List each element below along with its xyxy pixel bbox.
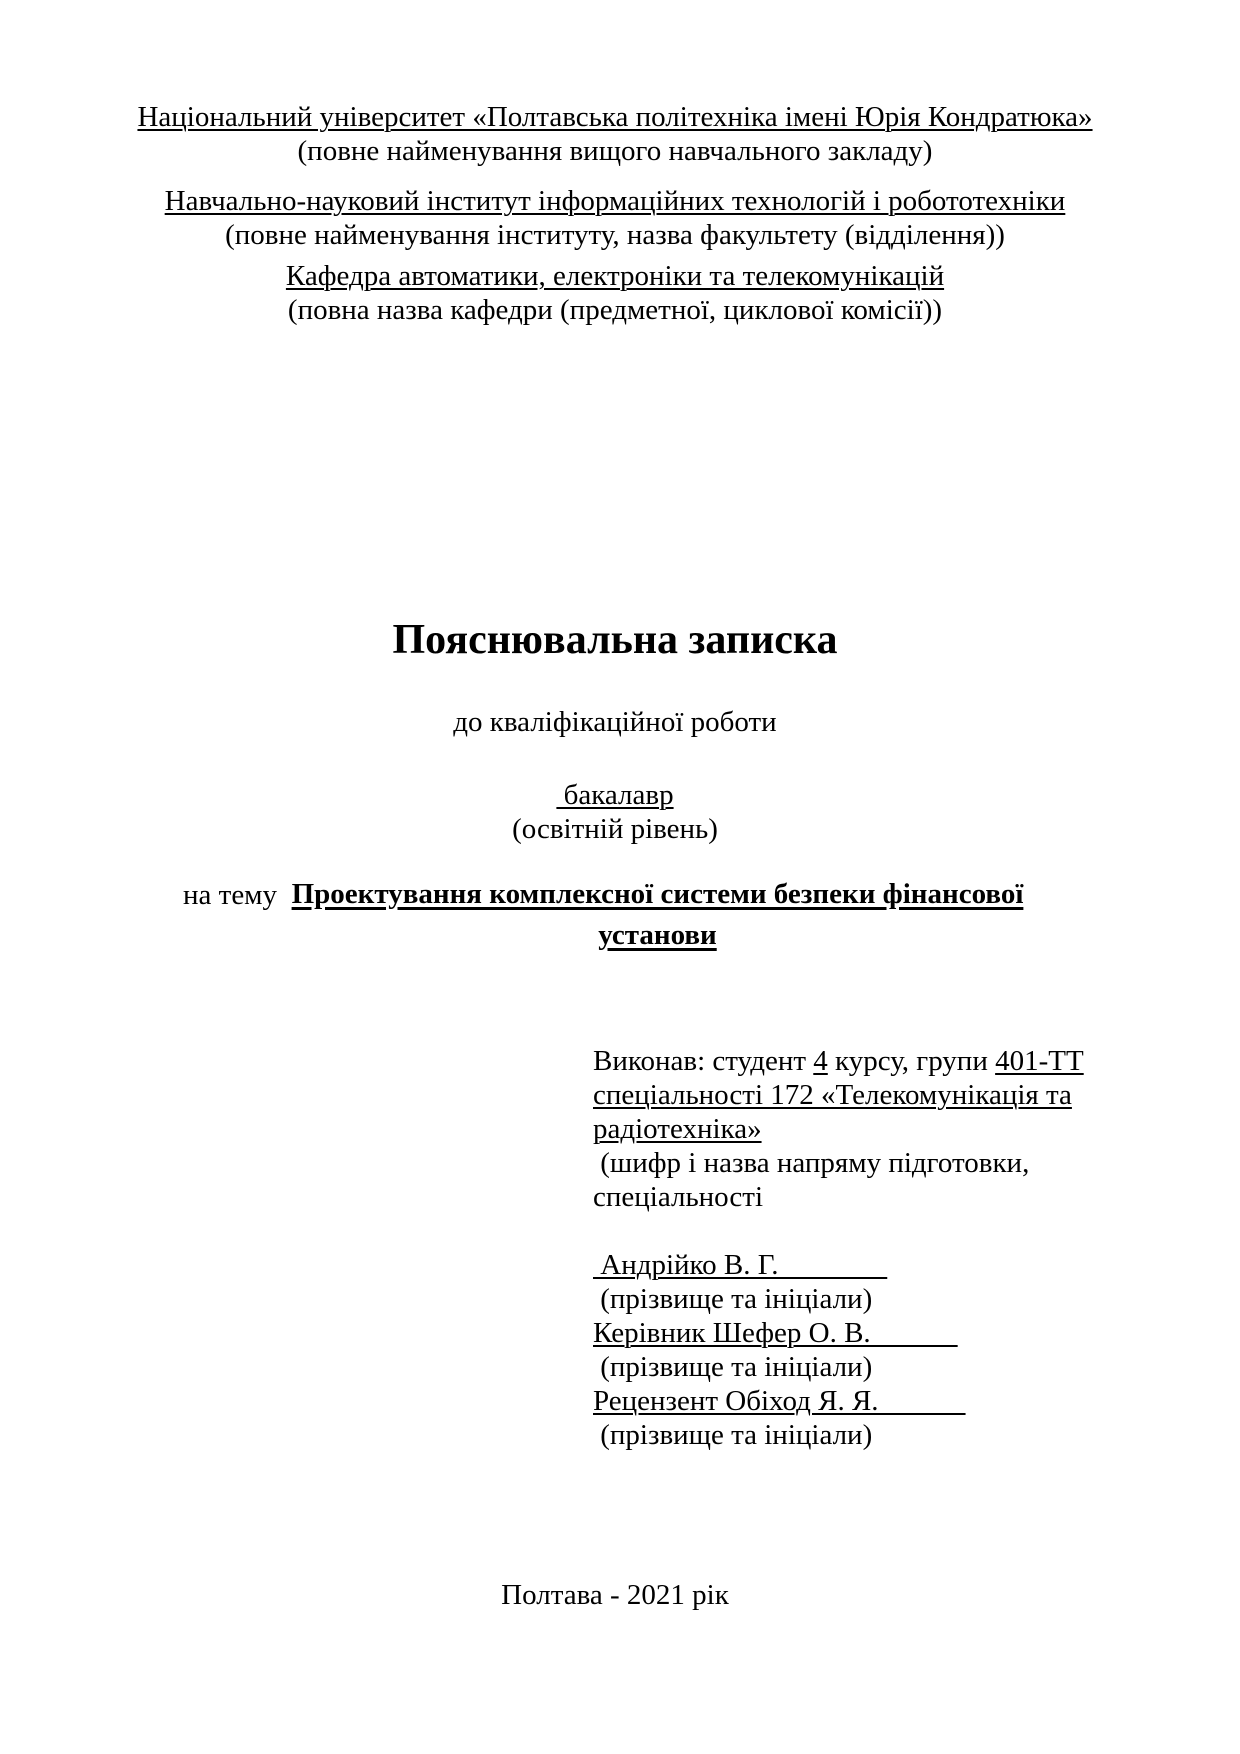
- university-name: Національний університет «Полтавська політехніка імені Юрія Кондратюка»: [137, 101, 1093, 133]
- document-subtitle: до кваліфікаційної роботи: [453, 706, 777, 738]
- document-title: Пояснювальна записка: [392, 617, 838, 663]
- author-line: [593, 1316, 1123, 1350]
- author-line: [593, 1180, 1123, 1214]
- department-name: Кафедра автоматики, електроніки та телекомунікацій: [285, 260, 945, 292]
- text-segment: спеціальності 172 «Телекомунікація та: [593, 1079, 1072, 1111]
- text-segment: 4: [813, 1045, 828, 1077]
- text-segment: 401-ТТ: [995, 1045, 1084, 1077]
- institute-header: [110, 184, 1120, 252]
- text-segment: (шифр і назва напряму підготовки,: [593, 1147, 1030, 1179]
- author-block: [593, 1044, 1123, 1452]
- author-line: [593, 1078, 1123, 1112]
- text-segment: Виконав: студент: [593, 1045, 814, 1077]
- author-line: [593, 1418, 1123, 1452]
- author-line: [593, 1044, 1123, 1078]
- author-line: [593, 1282, 1123, 1316]
- education-level: бакалавр: [556, 779, 674, 811]
- author-line: [593, 1214, 1123, 1248]
- institute-note: (повне найменування інституту, назва факультету (відділення)): [225, 219, 1005, 251]
- department-note: (повна назва кафедри (предметної, циклової комісії)): [287, 294, 943, 326]
- university-note: (повне найменування вищого навчального закладу): [297, 135, 933, 167]
- text-segment: спеціальності: [593, 1181, 764, 1213]
- text-segment: (прізвище та ініціали): [593, 1351, 873, 1383]
- author-line: [593, 1248, 1123, 1282]
- author-line: [593, 1112, 1123, 1146]
- text-segment: Андрійко В. Г.: [593, 1249, 888, 1281]
- text-segment: курсу, групи: [827, 1045, 996, 1077]
- author-line: [593, 1384, 1123, 1418]
- education-level-note: (освітній рівень): [512, 813, 718, 845]
- theme-label: на тему: [183, 879, 278, 911]
- text-segment: Рецензент Обіход Я. Я.: [593, 1385, 966, 1417]
- education-level-block: [110, 778, 1120, 846]
- theme-text: Проектування комплексної системи безпеки фінансової установи: [291, 878, 1024, 951]
- university-header: [110, 100, 1120, 168]
- text-segment: (прізвище та ініціали): [593, 1283, 873, 1315]
- text-segment: Керівник Шефер О. В.: [593, 1317, 958, 1349]
- text-segment: радіотехніка»: [593, 1113, 762, 1145]
- author-line: [593, 1146, 1123, 1180]
- institute-name: Навчально-науковий інститут інформаційних технологій і робототехніки: [164, 185, 1066, 217]
- text-segment: (прізвище та ініціали): [593, 1419, 873, 1451]
- department-header: [110, 259, 1120, 327]
- author-line: [593, 1350, 1123, 1384]
- footer-city-year: Полтава - 2021 рік: [501, 1579, 729, 1611]
